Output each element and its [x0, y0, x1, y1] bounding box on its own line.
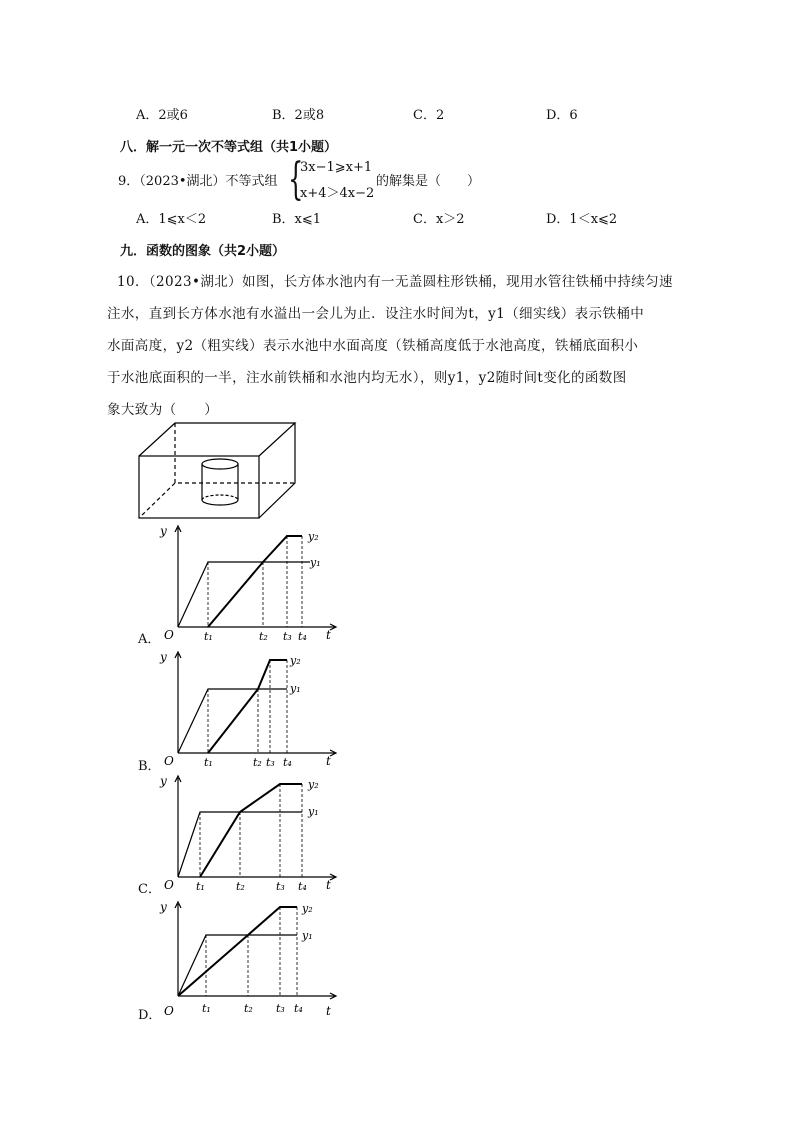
graph-c-label[interactable]: C．: [138, 882, 161, 897]
q8-option-c[interactable]: C．2: [413, 108, 445, 123]
q9-suffix: 的解集是（ ）: [376, 174, 481, 189]
t2-label: t₂: [253, 756, 262, 769]
t3-label: t₃: [266, 756, 275, 769]
q8-option-b[interactable]: B．2或8: [272, 108, 325, 123]
y2-label: y₂: [302, 902, 313, 915]
t1-label: t₁: [204, 756, 213, 769]
t-axis-label: t: [326, 754, 331, 768]
origin-label: O: [164, 1004, 174, 1018]
axes: [178, 778, 335, 877]
y1-label: y₁: [290, 682, 301, 695]
q9-option-c[interactable]: C．x＞2: [413, 212, 465, 227]
t1-label: t₁: [202, 1002, 211, 1015]
q8-option-d[interactable]: D．6: [546, 108, 578, 123]
origin-label: O: [164, 628, 174, 642]
y1-line: [178, 562, 310, 627]
t4-label: t₄: [298, 630, 307, 643]
graph-c[interactable]: [150, 772, 350, 897]
t-axis-label: t: [326, 878, 331, 892]
t3-label: t₃: [283, 630, 292, 643]
brace-glyph: {: [288, 154, 304, 205]
axes: [178, 904, 335, 996]
pool-front-face: [139, 456, 259, 518]
origin-label: O: [164, 754, 174, 768]
t2-label: t₂: [236, 880, 245, 893]
y1-label: y₁: [308, 805, 319, 818]
graph-a-label[interactable]: A．: [138, 632, 161, 647]
t1-label: t₁: [196, 880, 205, 893]
t4-label: t₄: [298, 880, 307, 893]
pool-figure: [135, 420, 300, 522]
y2-label: y₂: [290, 654, 301, 667]
t4-label: t₄: [283, 756, 292, 769]
q8-option-a[interactable]: A．2或6: [136, 108, 188, 123]
origin-label: O: [164, 878, 174, 892]
q9-option-a[interactable]: A．1⩽x＜2: [136, 212, 207, 227]
y1-label: y₁: [310, 556, 321, 569]
section-9-heading: 九．函数的图象（共2小题）: [120, 244, 286, 259]
graph-b[interactable]: [150, 648, 350, 773]
q9-inequality-1: 3x−1⩾x+1: [300, 160, 373, 175]
bucket-bottom: [202, 500, 238, 505]
q10-line-3: 水面高度，y2（粗实线）表示水池中水面高度（铁桶高度低于水池高度，铁桶底面积小: [107, 338, 639, 354]
q9-option-b[interactable]: B．x⩽1: [272, 212, 322, 227]
q10-line-2: 注水，直到长方体水池有水溢出一会儿为止．设注水时间为t，y1（细实线）表示铁桶中: [107, 306, 645, 322]
y2-label: y₂: [308, 778, 319, 791]
q10-line-1: 10．（2023•湖北）如图，长方体水池内有一无盖圆柱形铁桶，现用水管往铁桶中持续匀速: [117, 274, 673, 290]
y1-label: y₁: [302, 929, 313, 942]
y2-label: y₂: [308, 530, 319, 543]
t4-label: t₄: [294, 1002, 303, 1015]
t1-label: t₁: [204, 630, 213, 643]
t-axis-label: t: [326, 1004, 331, 1018]
y-axis-label: y: [160, 900, 167, 914]
graph-d-label[interactable]: D．: [138, 1008, 162, 1023]
graph-b-label[interactable]: B．: [138, 759, 161, 774]
t3-label: t₃: [276, 1002, 285, 1015]
t2-label: t₂: [244, 1002, 253, 1015]
graph-d[interactable]: [150, 898, 350, 1023]
bucket-top: [202, 459, 238, 469]
y2-line: [178, 907, 297, 996]
pool-hidden-edges: [139, 423, 295, 518]
y-axis-label: y: [160, 774, 167, 788]
t-axis-label: t: [326, 628, 331, 642]
q10-line-5: 象大致为（ ）: [107, 402, 219, 418]
section-8-heading: 八．解一元一次不等式组（共1小题）: [120, 140, 338, 155]
t2-label: t₂: [259, 630, 268, 643]
q9-prefix: 9．（2023•湖北）不等式组: [118, 174, 278, 189]
y2-line: [208, 660, 287, 753]
q9-option-d[interactable]: D．1＜x⩽2: [546, 212, 618, 227]
t3-label: t₃: [276, 880, 285, 893]
graph-a[interactable]: [150, 522, 350, 647]
q10-line-4: 于水池底面积的一半，注水前铁桶和水池内均无水），则y1，y2随时间t变化的函数图: [107, 370, 627, 386]
y2-line: [200, 784, 302, 877]
y-axis-label: y: [160, 650, 167, 664]
y-axis-label: y: [160, 524, 167, 538]
y2-line: [208, 536, 302, 627]
q9-inequality-2: x+4＞4x−2: [300, 186, 375, 201]
